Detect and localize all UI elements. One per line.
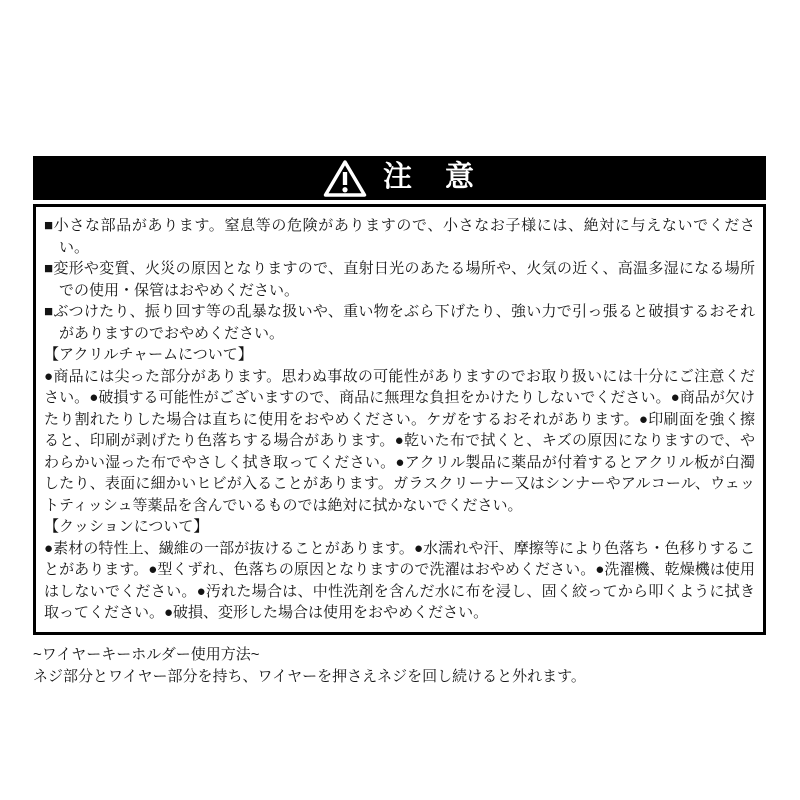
wire-keyholder-usage <box>33 644 766 687</box>
warning-box <box>33 204 766 635</box>
section-body-cushion: ●素材の特性上、繊維の一部が抜けることがあります。●水濡れや汗、摩擦等により色落ち・色移りすることがあります。●型くずれ、色落ちの原因となりますので洗濯はおやめください。●洗濯機、乾燥機は使用はしないでください。●汚れた場合は、中性洗剤を含んだ水に布を浸し、固く絞ってから叩くように拭き取ってください。●破損、変形した場合は使用をおやめください。 <box>44 539 755 621</box>
caution-sheet <box>33 156 766 687</box>
usage-body: ネジ部分とワイヤー部分を持ち、ワイヤーを押さえネジを回し続けると外れます。 <box>33 667 586 685</box>
section-body-acrylic-charm: ●商品には尖った部分があります。思わぬ事故の可能性がありますのでお取り扱いには十分にご注意ください。●破損する可能性がございますので、商品に無理な負担をかけたりしないでください。●商品が欠けたり割れたりした場合は直ちに使用をおやめください。ケガをするおそれがあります。●印刷面を強く擦ると、印刷が剥げたり色落ちする場合があります。●乾いた布で拭くと、キズの原因になりますので、やわらかい湿った布でやさしく拭き取ってください。●アクリル製品に薬品が付着するとアクリル板が白濁したり、表面に細かいヒビが入ることがあります。ガラスクリーナー又はシンナーやアルコール、ウェットティッシュ等薬品を含んでいるものでは絶対に拭かないでください。 <box>44 367 755 514</box>
caution-title: 注 意 <box>382 160 476 193</box>
general-warning-heat-sunlight: ■変形や変質、火災の原因となりますので、直射日光のあたる場所や、火気の近く、高温多湿になる場所での使用・保管はおやめください。 <box>44 260 755 299</box>
caution-header-bar <box>33 156 766 200</box>
general-warning-small-parts: ■小さな部品があります。窒息等の危険がありますので、小さなお子様には、絶対に与えないでください。 <box>44 217 755 256</box>
section-heading-cushion: 【クッションについて】 <box>44 518 209 535</box>
section-heading-acrylic-charm: 【アクリルチャームについて】 <box>44 346 253 363</box>
general-warning-rough-handling: ■ぶつけたり、振り回す等の乱暴な扱いや、重い物をぶら下げたり、強い力で引っ張ると破損するおそれがありますのでおやめください。 <box>44 303 755 342</box>
usage-title: ~ワイヤーキーホルダー使用方法~ <box>33 645 260 663</box>
warning-triangle-icon <box>323 159 367 198</box>
